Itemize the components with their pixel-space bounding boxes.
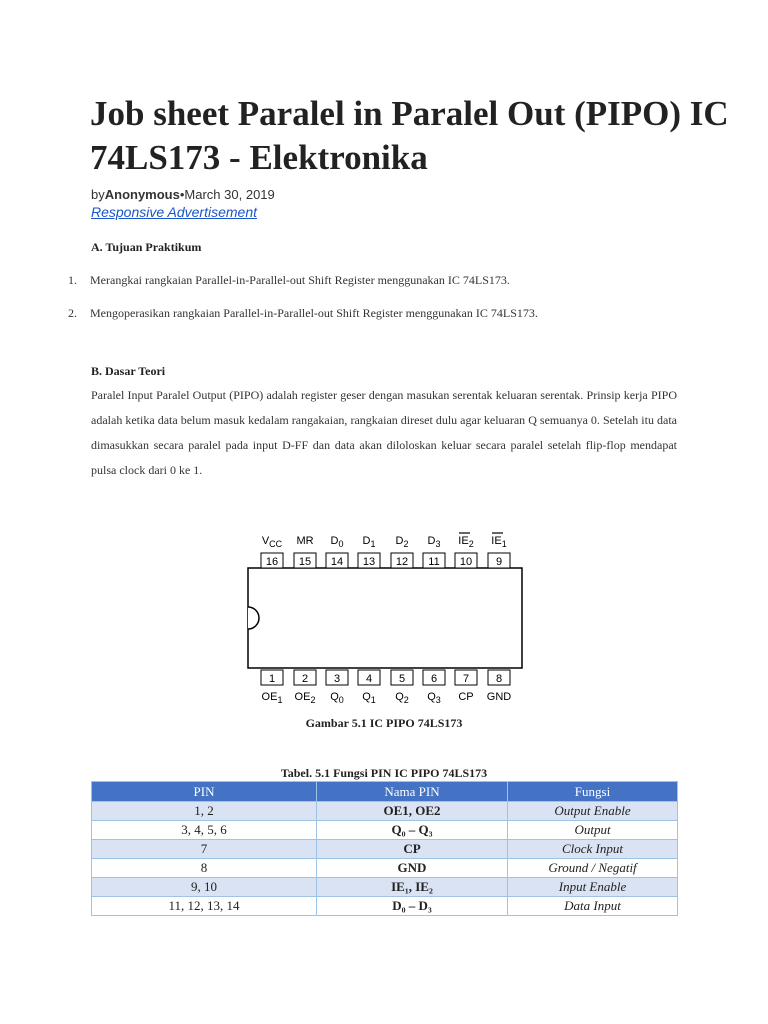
ic-pinout-diagram <box>240 525 530 710</box>
pin-name-cell: GND <box>317 859 508 878</box>
list-item-text: Merangkai rangkaian Parallel-in-Parallel-out Shift Register menggunakan IC 74LS173. <box>90 273 510 287</box>
article-title: Job sheet Paralel in Paralel Out (PIPO) IC 74LS173 - Elektronika <box>90 94 729 177</box>
pin-name-cell: Q₀ – Q₃ <box>317 821 508 840</box>
pin-label: CP <box>458 691 474 703</box>
table-caption: Tabel. 5.1 Fungsi PIN IC PIPO 74LS173 <box>280 766 488 780</box>
pin-number: 14 <box>330 556 344 568</box>
pin-label: $D_2$ <box>395 535 409 549</box>
top-pin-9 <box>488 533 510 568</box>
pin-cell: 3, 4, 5, 6 <box>92 821 317 840</box>
bottom-pin-6 <box>423 670 445 705</box>
pin-label: $OE_2$ <box>294 691 316 705</box>
pin-number: 15 <box>298 556 312 568</box>
pin-label: $D_0$ <box>330 535 344 549</box>
bottom-pin-4 <box>358 670 380 705</box>
list-item-number: 2. <box>68 306 77 320</box>
pin-cell: 9, 10 <box>92 878 317 897</box>
author-link[interactable]: Anonymous <box>104 187 180 202</box>
section-a-heading: A. Tujuan Praktikum <box>91 240 202 254</box>
pin-number: 7 <box>462 673 470 685</box>
list-item-text: Mengoperasikan rangkaian Parallel-in-Parallel-out Shift Register menggunakan IC 74LS173. <box>90 306 538 320</box>
bottom-pin-1 <box>261 670 283 705</box>
pin-label: MR <box>296 535 314 547</box>
top-pin-16 <box>261 535 283 568</box>
pin-label: $Q_2$ <box>395 691 409 705</box>
section-b-heading: B. Dasar Teori <box>91 364 166 378</box>
ic-body <box>248 568 522 668</box>
bottom-pin-row <box>261 670 511 705</box>
table-row <box>92 897 678 916</box>
pin-number: 5 <box>398 673 406 685</box>
pin-label: $OE_1$ <box>261 691 283 705</box>
list-item <box>68 306 708 321</box>
pin-name-cell: D₀ – D₃ <box>317 897 508 916</box>
pin-label: GND <box>486 691 512 703</box>
bottom-pin-7 <box>455 670 477 703</box>
table-header-row <box>92 782 678 802</box>
pin-number: 11 <box>428 556 440 568</box>
pin-number: 8 <box>495 673 503 685</box>
pin-cell: 8 <box>92 859 317 878</box>
bottom-pin-8 <box>487 670 512 703</box>
pin-number: 12 <box>395 556 409 568</box>
pin-label: $Q_0$ <box>330 691 344 705</box>
publish-date: March 30, 2019 <box>184 187 275 202</box>
pin-label: $V_{CC}$ <box>261 535 283 549</box>
pin-function-table <box>91 781 678 916</box>
table-row <box>92 821 678 840</box>
theory-paragraph: Paralel Input Paralel Output (PIPO) adalah register geser dengan masukan serentak keluaran serentak. Prinsip kerja PIPO adalah ketika data belum masuk kedalam rangakaian, rangkaian direset dulu agar keluaran Q semuanya 0. Setelah itu data dimasukkan secara paralel pada input D-FF dan data akan diloloskan keluar secara paralel setelah flip-flop mendapat pulsa clock dari 0 ke 1. <box>91 388 677 477</box>
function-cell: Input Enable <box>508 878 678 897</box>
pin-number: 6 <box>430 673 438 685</box>
bottom-pin-3 <box>326 670 348 705</box>
table-row <box>92 878 678 897</box>
top-pin-10 <box>455 533 477 568</box>
figure-caption: Gambar 5.1 IC PIPO 74LS173 <box>305 716 463 730</box>
pin-name-cell: IE₁, IE₂ <box>317 878 508 897</box>
pin-name-cell: OE1, OE2 <box>317 802 508 821</box>
list-item-number: 1. <box>68 273 77 287</box>
pin-name-cell: CP <box>317 840 508 859</box>
pin-number: 16 <box>265 556 279 568</box>
pin-number: 1 <box>268 673 276 685</box>
pin-number: 2 <box>301 673 309 685</box>
bottom-pin-5 <box>391 670 413 705</box>
pin-label: $D_3$ <box>427 535 441 549</box>
function-cell: Data Input <box>508 897 678 916</box>
top-pin-row <box>261 533 510 568</box>
top-pin-14 <box>326 535 348 568</box>
pin-cell: 1, 2 <box>92 802 317 821</box>
function-cell: Ground / Negatif <box>508 859 678 878</box>
bottom-pin-2 <box>294 670 316 705</box>
pin-label: $Q_3$ <box>427 691 441 705</box>
table-row <box>92 802 678 821</box>
top-pin-11 <box>423 535 445 568</box>
pin-label: $D_1$ <box>362 535 376 549</box>
pin-cell: 11, 12, 13, 14 <box>92 897 317 916</box>
byline-prefix: by <box>91 187 105 202</box>
table-row <box>92 859 678 878</box>
pin-label: $IE_2$ <box>458 535 474 549</box>
top-pin-15 <box>294 535 316 568</box>
byline-separator: • <box>179 187 185 202</box>
column-header: Nama PIN <box>317 782 508 802</box>
table-row <box>92 840 678 859</box>
function-cell: Clock Input <box>508 840 678 859</box>
pin-cell: 7 <box>92 840 317 859</box>
byline <box>91 187 275 202</box>
pin-number: 10 <box>459 556 473 568</box>
pin-number: 13 <box>362 556 376 568</box>
function-cell: Output <box>508 821 678 840</box>
pin-number: 4 <box>365 673 373 685</box>
pin-label: $Q_1$ <box>362 691 376 705</box>
pin-number: 3 <box>333 673 341 685</box>
advertisement-link[interactable]: Responsive Advertisement <box>91 204 258 220</box>
column-header: PIN <box>92 782 317 802</box>
top-pin-13 <box>358 535 380 568</box>
pin-label: $IE_1$ <box>491 535 507 549</box>
list-item <box>68 273 708 288</box>
pin-number: 9 <box>495 556 503 568</box>
column-header: Fungsi <box>508 782 678 802</box>
function-cell: Output Enable <box>508 802 678 821</box>
top-pin-12 <box>391 535 413 568</box>
